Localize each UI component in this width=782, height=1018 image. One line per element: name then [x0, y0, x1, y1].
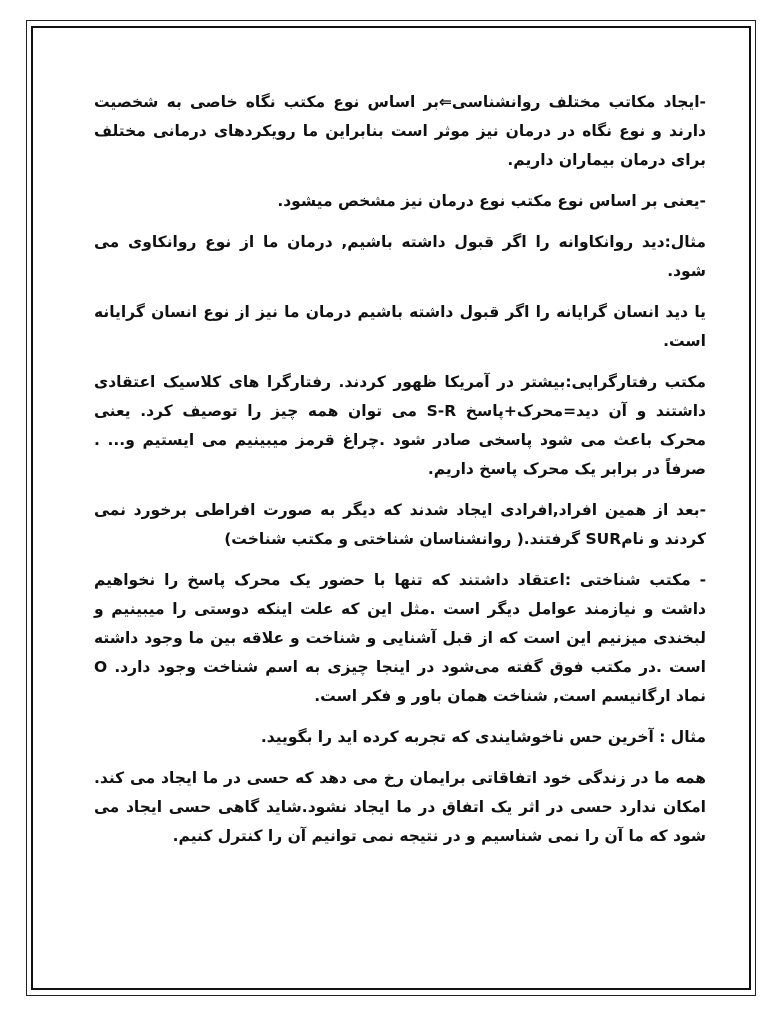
paragraph-humanistic: یا دید انسان گرایانه را اگر قبول داشته باشیم درمان ما نیز از نوع انسان گرایانه است. — [94, 303, 706, 350]
paragraph-example-psychoanalysis: مثال:دید روانکاوانه را اگر قبول داشته باشیم, درمان ما از نوع روانکاوی می شود. — [94, 233, 706, 280]
paragraph-sur: -بعد از همین افراد,افرادی ایجاد شدند که دیگر به صورت افراطی برخورد نمی کردند و نامSUR گرفتند.( روانشناسان شناختی و مکتب شناخت) — [94, 501, 706, 548]
paragraph-cognitive-school: - مکتب شناختی :اعتقاد داشتند که تنها با حضور یک محرک پاسخ را نخواهیم داشت و نیازمند عوامل دیگر است .مثل این که علت اینکه دوستی را میبینیم و لبخندی میزنیم این است که از قبل آشنایی و شناخت و علاقه بین ما وجود داشته است .در مکتب فوق گفته می‌شود در اینجا چیزی به اسم شناخت وجود دارد. O نماد ارگانیسم است, شناخت همان باور و فکر است. — [94, 571, 706, 705]
document-body — [94, 88, 706, 863]
paragraph-example-feeling: مثال : آخرین حس ناخوشایندی که تجربه کرده اید را بگویید. — [260, 728, 706, 746]
paragraph-treatment-by-school: -یعنی بر اساس نوع مکتب نوع درمان نیز مشخص میشود. — [277, 192, 706, 210]
paragraph-behaviorism: مکتب رفتارگرایی:بیشتر در آمریکا ظهور کردند. رفتارگرا های کلاسیک اعتقادی داشتند و آن دید=محرک+پاسخ S-R می توان همه چیز را توصیف کرد. یعنی محرک باعث می شود پاسخی صادر شود .چراغ قرمز میبینیم می ایستیم و... . صرفاً در برابر یک محرک پاسخ داریم. — [94, 373, 706, 478]
paragraph-life-events: همه ما در زندگی خود اتفاقاتی برایمان رخ می دهد که حسی در ما ایجاد می کند. امکان ندارد حسی در اثر یک اتفاق در ما ایجاد نشود.شاید گاهی حسی ایجاد می شود که ما آن را نمی شناسیم و در نتیجه نمی توانیم آن را کنترل کنیم. — [94, 769, 706, 845]
paragraph-schools-intro: -ایجاد مکاتب مختلف روانشناسی⇐بر اساس نوع مکتب نگاه خاصی به شخصیت دارند و نوع نگاه در درمان نیز موثر است بنابراین ما رویکردهای درمانی مختلف برای درمان بیماران داریم. — [94, 93, 706, 169]
